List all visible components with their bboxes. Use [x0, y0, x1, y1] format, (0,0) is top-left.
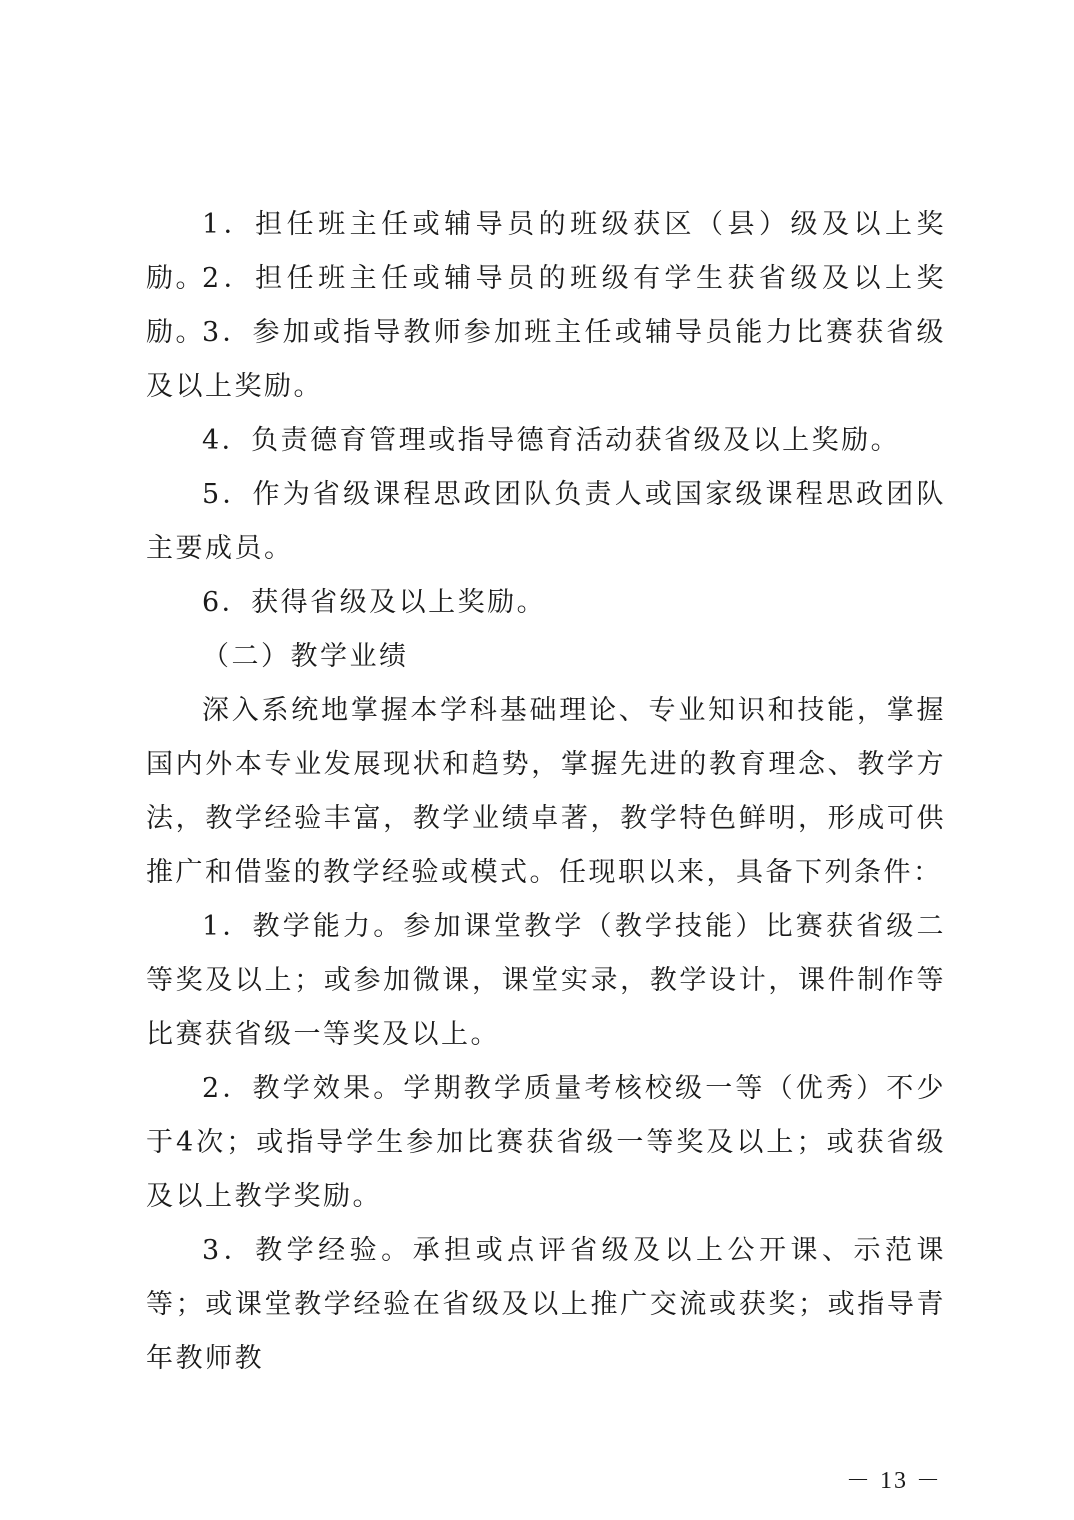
teaching-experience-paragraph: 3．教学经验。承担或点评省级及以上公开课、示范课等；或课堂教学经验在省级及以上推广交流或获奖；或指导青年教师教: [146, 1235, 946, 1374]
teaching-effect-paragraph: 2．教学效果。学期教学质量考核校级一等（优秀）不少于4次；或指导学生参加比赛获省级一等奖及以上；或获省级及以上教学奖励。: [146, 1073, 946, 1212]
paragraph-item-2: 2．担任班主任或辅导员的班级有学生获省级及以上奖励。: [146, 263, 946, 348]
teaching-ability-paragraph: 1．教学能力。参加课堂教学（教学技能）比赛获省级二等奖及以上；或参加微课，课堂实录，教学设计，课件制作等比赛获省级一等奖及以上。: [146, 911, 946, 1050]
paragraph-item-5: 5．作为省级课程思政团队负责人或国家级课程思政团队主要成员。: [146, 479, 946, 564]
paragraph-item-3: 3．参加或指导教师参加班主任或辅导员能力比赛获省级及以上奖励。: [146, 317, 946, 402]
paragraph-item-1: 1．担任班主任或辅导员的班级获区（县）级及以上奖励。: [146, 209, 946, 294]
page-number: － 13 －: [846, 1468, 942, 1494]
paragraph-item-6: 6．获得省级及以上奖励。: [202, 587, 547, 618]
section-intro-paragraph: 深入系统地掌握本学科基础理论、专业知识和技能，掌握国内外本专业发展现状和趋势，掌握先进的教育理念、教学方法，教学经验丰富，教学业绩卓著，教学特色鲜明，形成可供推广和借鉴的教学经验或模式。任现职以来，具备下列条件：: [146, 695, 946, 888]
section-heading: （二）教学业绩: [202, 641, 409, 672]
paragraph-item-4: 4．负责德育管理或指导德育活动获省级及以上奖励。: [202, 425, 901, 456]
